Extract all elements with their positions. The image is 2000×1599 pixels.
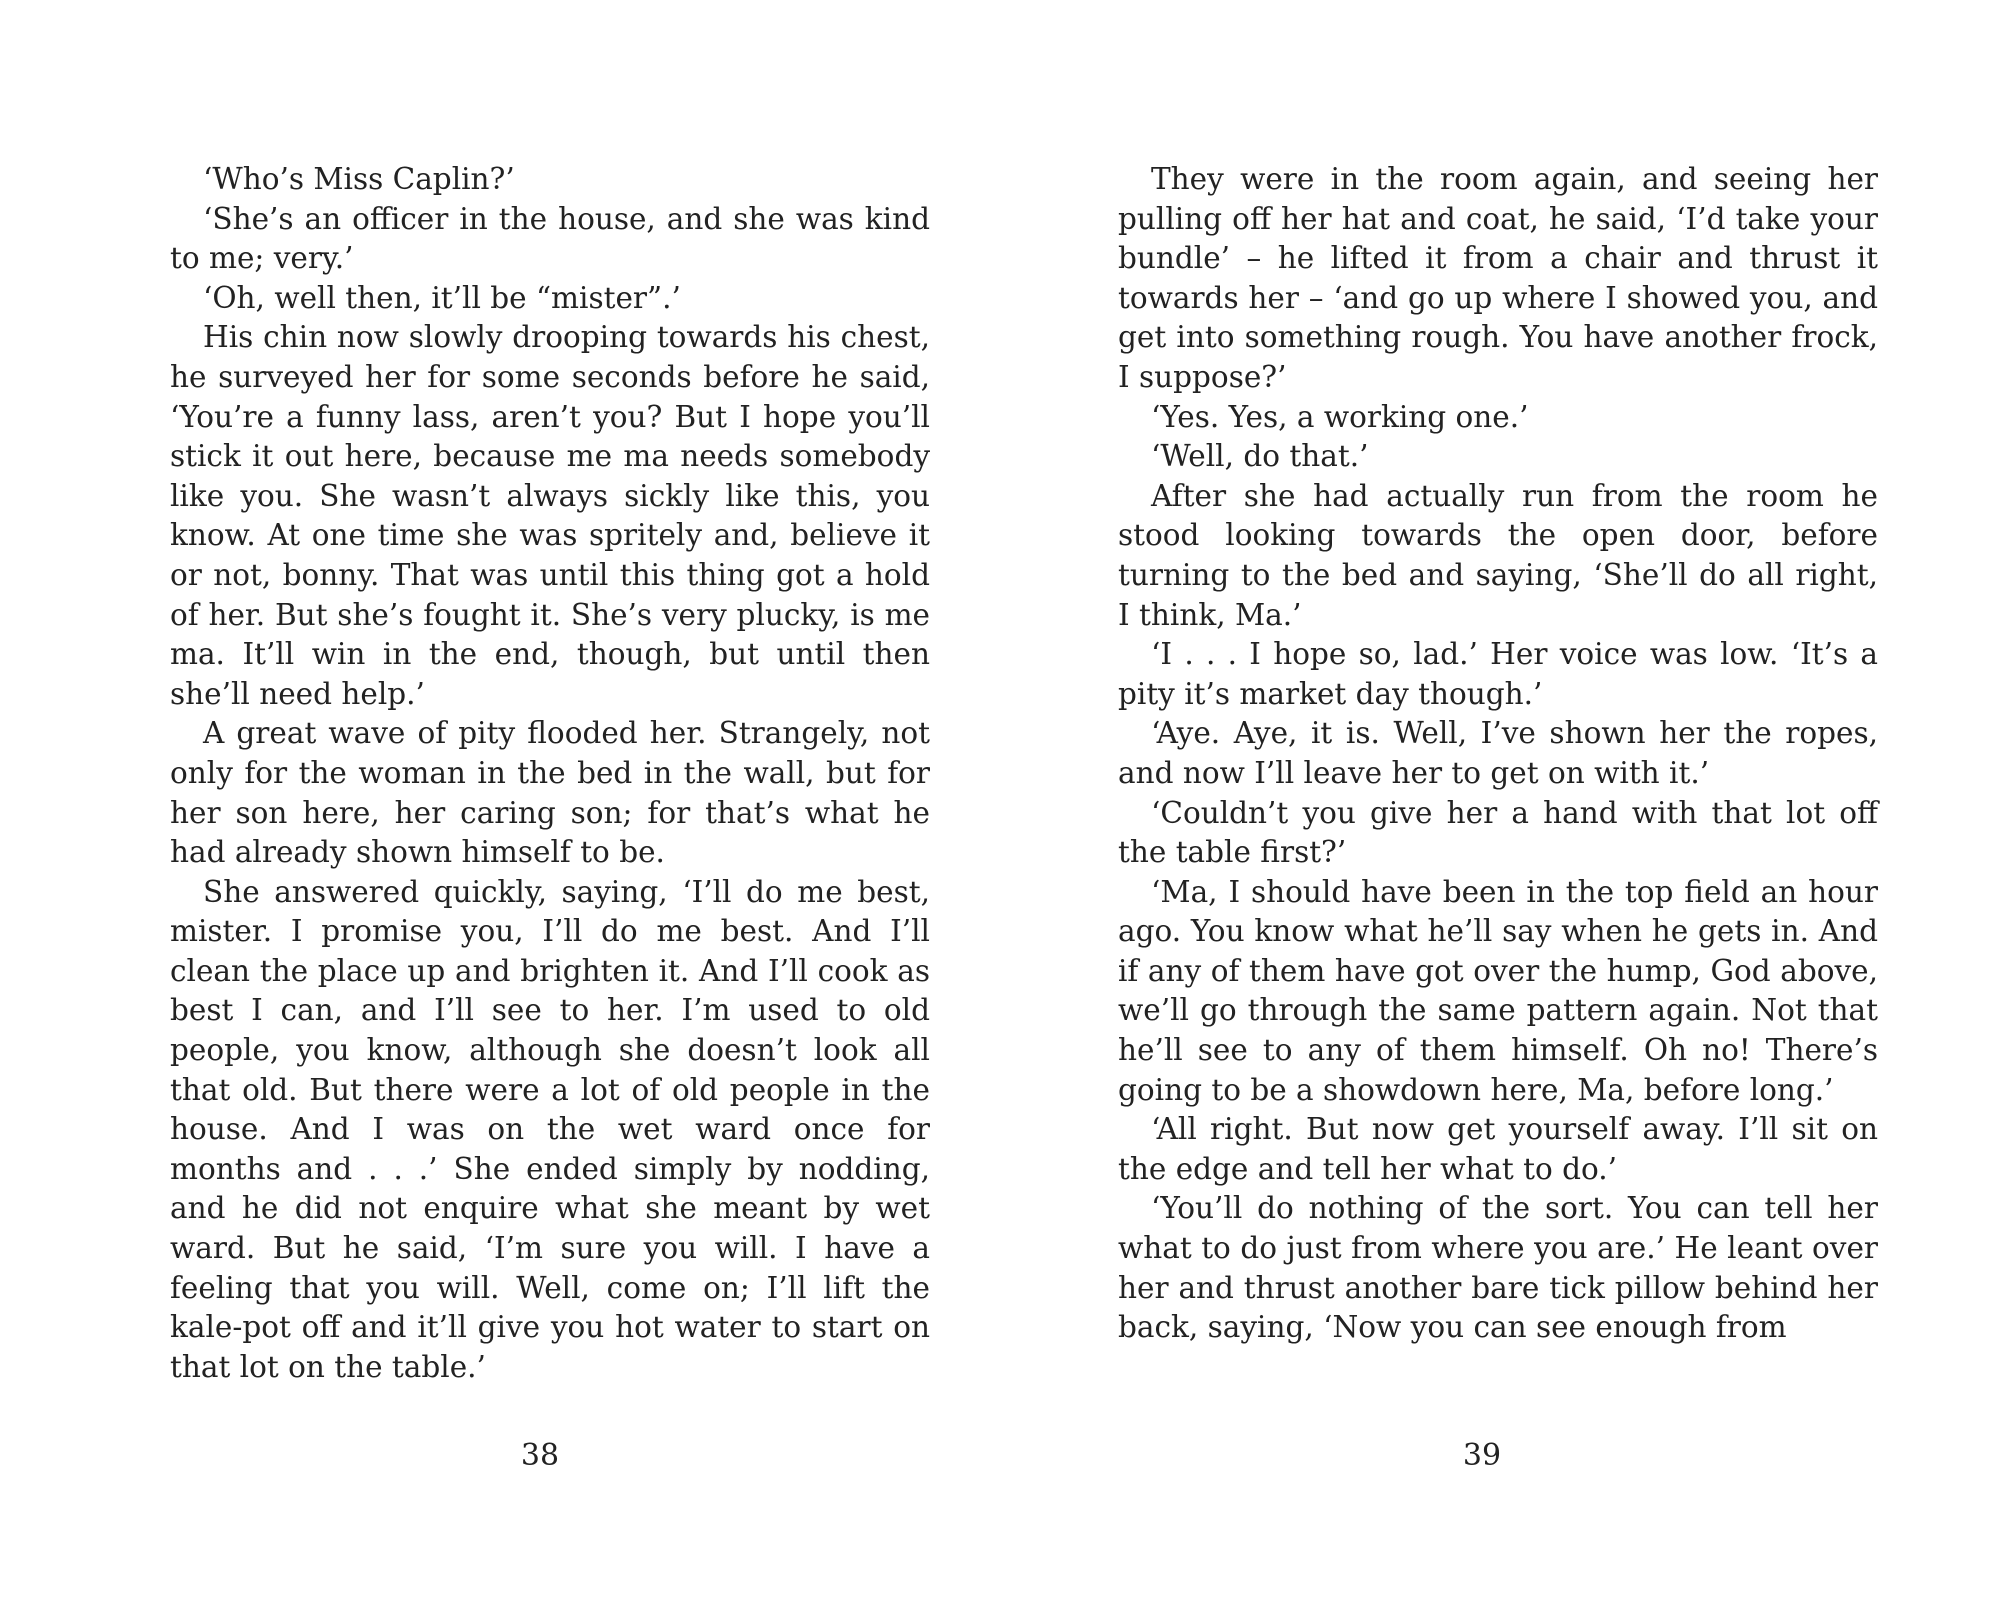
paragraph: ‘Ma, I should have been in the top field an hour ago. You know what he’ll say when he gets in. And if any of them have got over the hump, God above, we’ll go through the same pattern again. Not that he’ll see to any of them himself. Oh no! There’s going to be a showdown here, Ma, before long.’ [1118, 874, 1878, 1107]
paragraph: ‘Well, do that.’ [1151, 439, 1369, 474]
paragraph: ‘Couldn’t you give her a hand with that lot off the table first?’ [1118, 795, 1878, 870]
paragraph: ‘All right. But now get yourself away. I’ll sit on the edge and tell her what to do.’ [1118, 1112, 1878, 1186]
paragraph: ‘Aye. Aye, it is. Well, I’ve shown her the ropes, and now I’ll leave her to get on with it.’ [1118, 716, 1878, 790]
page-number-left: 38 [520, 1438, 560, 1473]
paragraph: ‘You’ll do nothing of the sort. You can tell her what to do just from where you are.’ He leant over her and thrust another bare tick pillow behind her back, saying, ‘Now you can see enough from [1118, 1191, 1878, 1345]
paragraph: ‘She’s an officer in the house, and she was kind to me; very.’ [170, 201, 930, 276]
paragraph: ‘Yes. Yes, a working one.’ [1151, 399, 1529, 434]
paragraph: ‘Oh, well then, it’ll be “mister”.’ [203, 280, 681, 315]
paragraph: ‘I . . . I hope so, lad.’ Her voice was low. ‘It’s a pity it’s market day though.’ [1118, 637, 1878, 711]
page-number-right: 39 [1462, 1438, 1502, 1473]
paragraph: ‘Who’s Miss Caplin?’ [203, 162, 515, 196]
paragraph: After she had actually run from the room he stood looking towards the open door, before turning to the bed and saying, ‘She’ll do all right, I think, Ma.’ [1118, 478, 1878, 632]
left-page [170, 160, 930, 1387]
paragraph: A great wave of pity flooded her. Strangely, not only for the woman in the bed in the wall, but for her son here, her caring son; for that’s what he had already shown himself to be. [170, 716, 930, 870]
right-page-text [1118, 160, 1878, 1348]
right-page [1118, 160, 1878, 1348]
left-page-text [170, 160, 930, 1387]
paragraph: She answered quickly, saying, ‘I’ll do me best, mister. I promise you, I’ll do me best. And I’ll clean the place up and brighten it. And I’ll cook as best I can, and I’ll see to her. I’m used to old people, you know, although she doesn’t look all that old. But there were a lot of old people in the house. And I was on the wet ward once for months and . . .’ She ended simply by nodding, and he did not enquire what she meant by wet ward. But he said, ‘I’m sure you will. I have a feeling that you will. Well, come on; I’ll lift the kale-pot off and it’ll give you hot water to start on that lot on the table.’ [170, 874, 930, 1384]
paragraph: His chin now slowly drooping towards his chest, he surveyed her for some seconds before he said, ‘You’re a funny lass, aren’t you? But I hope you’ll stick it out here, because me ma needs somebody like you. She wasn’t always sickly like this, you know. At one time she was spritely and, believe it or not, bonny. That was until this thing got a hold of her. But she’s fought it. She’s very plucky, is me ma. It’ll win in the end, though, but until then she’ll need help.’ [170, 320, 930, 711]
paragraph: They were in the room again, and seeing her pulling off her hat and coat, he said, ‘I’d take your bundle’ – he lifted it from a chair and thrust it towards her – ‘and go up where I showed you, and get into something rough. You have another frock, I suppose?’ [1118, 162, 1878, 394]
